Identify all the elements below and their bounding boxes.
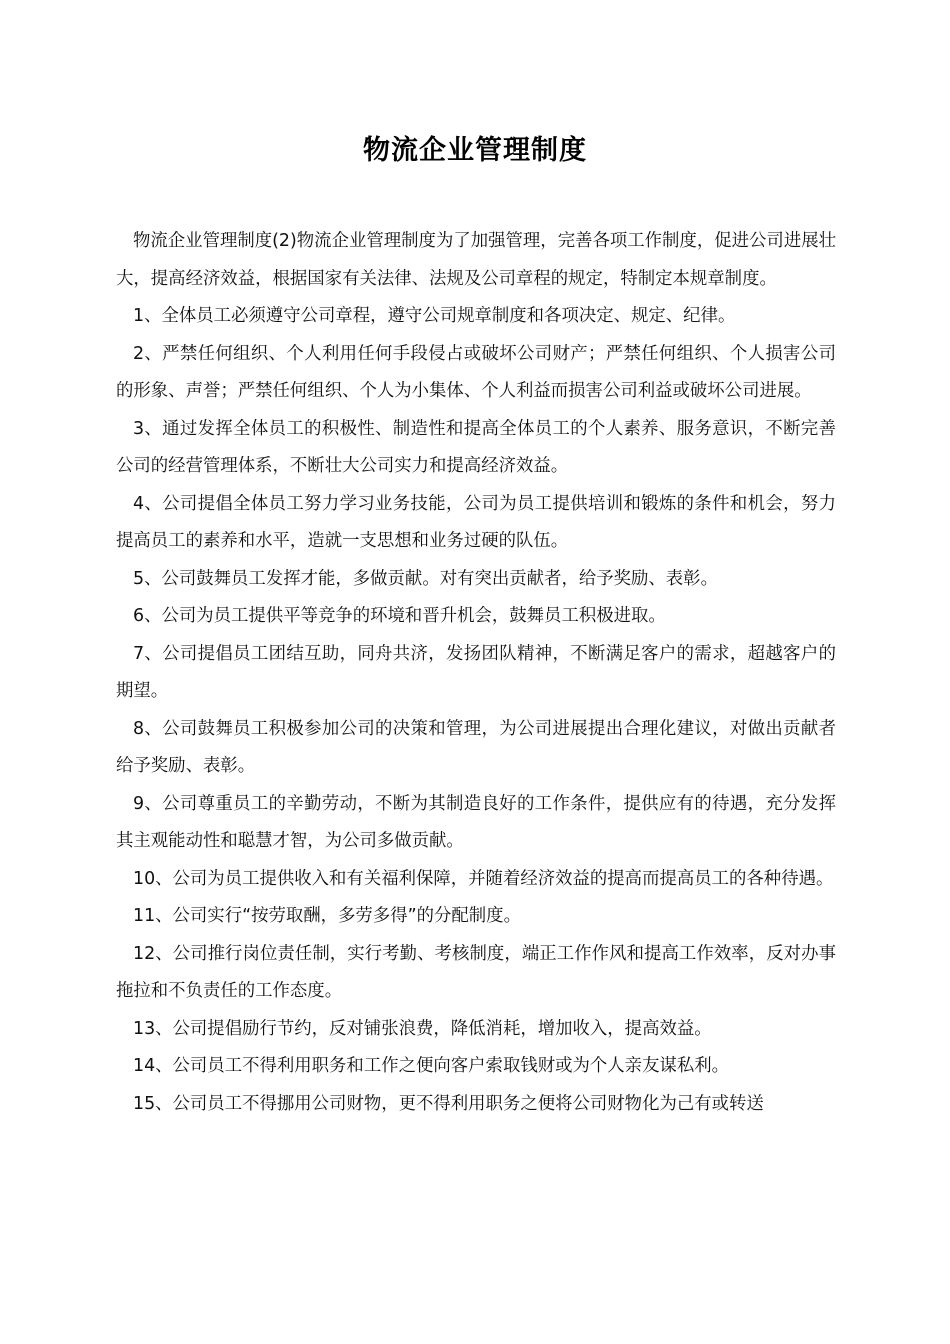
rule-paragraph-6: 6、公司为员工提供平等竞争的环境和晋升机会，鼓舞员工积极进取。 bbox=[133, 606, 666, 626]
rule-paragraph-11: 11、公司实行“按劳取酬，多劳多得”的分配制度。 bbox=[133, 906, 521, 926]
rule-paragraph-12: 12、公司推行岗位责任制，实行考勤、考核制度，端正工作作风和提高工作效率，反对办事拖拉和不负责任的工作态度。 bbox=[116, 943, 836, 1001]
rule-paragraph-3: 3、通过发挥全体员工的积极性、制造性和提高全体员工的个人素养、服务意识，不断完善公司的经营管理体系，不断壮大公司实力和提高经济效益。 bbox=[116, 418, 836, 476]
rule-paragraph-1: 1、全体员工必须遵守公司章程，遵守公司规章制度和各项决定、规定、纪律。 bbox=[133, 306, 736, 326]
rule-paragraph-7: 7、公司提倡员工团结互助，同舟共济，发扬团队精神，不断满足客户的需求，超越客户的期望。 bbox=[116, 643, 836, 701]
rule-paragraph-14: 14、公司员工不得利用职务和工作之便向客户索取钱财或为个人亲友谋私利。 bbox=[133, 1056, 730, 1076]
rule-paragraph-13: 13、公司提倡励行节约，反对铺张浪费，降低消耗，增加收入，提高效益。 bbox=[133, 1018, 712, 1039]
rule-paragraph-15: 15、公司员工不得挪用公司财物，更不得利用职务之便将公司财物化为己有或转送 bbox=[133, 1093, 764, 1114]
rule-paragraph-5: 5、公司鼓舞员工发挥才能，多做贡献。对有突出贡献者，给予奖励、表彰。 bbox=[133, 568, 718, 589]
rule-paragraph-8: 8、公司鼓舞员工积极参加公司的决策和管理，为公司进展提出合理化建议，对做出贡献者给予奖励、表彰。 bbox=[116, 718, 836, 776]
rule-paragraph-4: 4、公司提倡全体员工努力学习业务技能，公司为员工提供培训和锻炼的条件和机会，努力提高员工的素养和水平，造就一支思想和业务过硬的队伍。 bbox=[116, 493, 836, 551]
rule-paragraph-10: 10、公司为员工提供收入和有关福利保障，并随着经济效益的提高而提高员工的各种待遇。 bbox=[133, 868, 834, 889]
document-title: 物流企业管理制度 bbox=[363, 135, 587, 166]
rule-paragraph-9: 9、公司尊重员工的辛勤劳动，不断为其制造良好的工作条件，提供应有的待遇，充分发挥其主观能动性和聪慧才智，为公司多做贡献。 bbox=[116, 793, 836, 851]
intro-paragraph: 物流企业管理制度(2)物流企业管理制度为了加强管理，完善各项工作制度，促进公司进展壮大，提高经济效益，根据国家有关法律、法规及公司章程的规定，特制定本规章制度。 bbox=[116, 231, 836, 289]
rule-paragraph-2: 2、严禁任何组织、个人利用任何手段侵占或破坏公司财产；严禁任何组织、个人损害公司的形象、声誉；严禁任何组织、个人为小集体、个人利益而损害公司利益或破坏公司进展。 bbox=[116, 343, 836, 401]
document-body bbox=[116, 223, 836, 1123]
